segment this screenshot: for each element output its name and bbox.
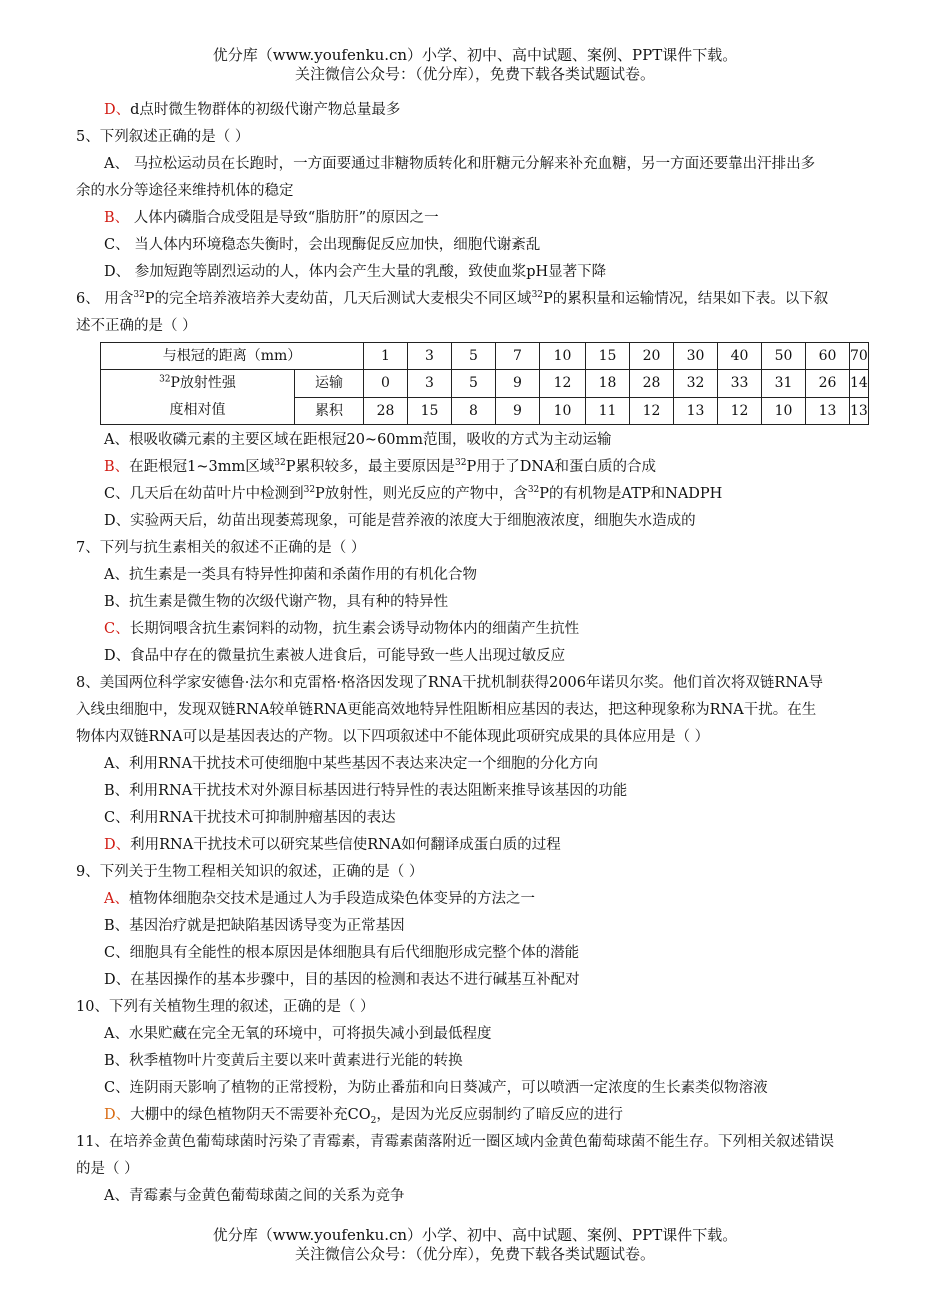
q5-option-a-line1: A、 马拉松运动员在长跑时，一方面要通过非糖物质转化和肝糖元分解来补充血糖，另一方面还要靠出汗排出多: [104, 156, 816, 172]
table-cell: 40: [718, 343, 762, 370]
transport-label: 运输: [295, 370, 364, 398]
table-cell: 13: [850, 397, 869, 425]
table-row-distance: [101, 343, 869, 370]
page-footer: [0, 1226, 950, 1264]
q8-option-a: A、利用RNA干扰技术可使细胞中某些基因不表达来决定一个细胞的分化方向: [104, 756, 599, 772]
question-9-stem: 9、下列关于生物工程相关知识的叙述，正确的是（ ）: [76, 864, 424, 880]
table-cell: 12: [540, 370, 586, 398]
table-row-transport: [101, 370, 869, 398]
q10-option-b: B、秋季植物叶片变黄后主要以来叶黄素进行光能的转换: [104, 1053, 463, 1069]
q8-option-c: C、利用RNA干扰技术可抑制肿瘤基因的表达: [104, 810, 396, 826]
q6-option-b: B、在距根冠1~3mm区域$^{32}$P累积较多，最主要原因是$^{32}$P用于了DNA和蛋白质的合成: [104, 458, 656, 475]
q10-option-c: C、连阴雨天影响了植物的正常授粉，为防止番茄和向日葵减产，可以喷洒一定浓度的生长素类似物溶液: [104, 1080, 768, 1096]
table-cell: 60: [806, 343, 850, 370]
table-cell: 3: [408, 370, 452, 398]
q8-option-b: B、利用RNA干扰技术对外源目标基因进行特异性的表达阻断来推导该基因的功能: [104, 783, 628, 799]
table-cell: 0: [364, 370, 408, 398]
page-header: [0, 46, 950, 84]
prev-question-option-d: D、d点时微生物群体的初级代谢产物总量最多: [104, 102, 401, 118]
table-cell: 3: [408, 343, 452, 370]
question-11-stem-line2: 的是（ ）: [76, 1161, 139, 1177]
table-cell: 10: [762, 397, 806, 425]
table-cell: 10: [540, 397, 586, 425]
question-6-stem-line1: 6、 用含$^{32}$P的完全培养液培养大麦幼苗，几天后测试大麦根尖不同区域$^{32}$P的累积量和运输情况，结果如下表。以下叙: [76, 290, 829, 307]
q7-option-c: C、长期饲喂含抗生素饲料的动物，抗生素会诱导动物体内的细菌产生抗性: [104, 621, 580, 637]
table-cell: 20: [630, 343, 674, 370]
table-cell: 32: [674, 370, 718, 398]
question-8-stem-line1: 8、美国两位科学家安德鲁·法尔和克雷格·格洛因发现了RNA干扰机制获得2006年诺贝尔奖。他们首次将双链RNA导: [76, 675, 823, 691]
table-cell: 28: [364, 397, 408, 425]
table-cell: 7: [496, 343, 540, 370]
table-cell: 31: [762, 370, 806, 398]
q9-option-a: A、植物体细胞杂交技术是通过人为手段造成染色体变异的方法之一: [104, 891, 535, 907]
question-7-stem: 7、下列与抗生素相关的叙述不正确的是（ ）: [76, 540, 366, 556]
table-cell: 13: [674, 397, 718, 425]
table-cell: 15: [586, 343, 630, 370]
question-10-stem: 10、下列有关植物生理的叙述，正确的是（ ）: [76, 999, 375, 1015]
table-cell: 10: [540, 343, 586, 370]
answer-letter: D、: [104, 102, 131, 118]
table-cell: 33: [718, 370, 762, 398]
radioactivity-group-label: $^{32}$P放射性强 度相对值: [101, 370, 295, 425]
table-cell: 70: [850, 343, 869, 370]
q5-option-c: C、 当人体内环境稳态失衡时，会出现酶促反应加快，细胞代谢紊乱: [104, 237, 541, 253]
answer-letter: A、: [104, 891, 129, 907]
answer-letter: C、: [104, 621, 130, 637]
table-cell: 50: [762, 343, 806, 370]
answer-letter: D、: [104, 1107, 131, 1123]
q5-option-a-line2: 余的水分等途径来维持机体的稳定: [76, 183, 294, 199]
q7-option-a: A、抗生素是一类具有特异性抑菌和杀菌作用的有机化合物: [104, 567, 477, 583]
table-cell: 8: [452, 397, 496, 425]
q6-option-a: A、根吸收磷元素的主要区域在距根冠20~60mm范围，吸收的方式为主动运输: [104, 432, 612, 448]
q7-option-d: D、食品中存在的微量抗生素被人进食后，可能导致一些人出现过敏反应: [104, 648, 566, 664]
table-cell: 5: [452, 343, 496, 370]
answer-letter: B、: [104, 210, 130, 226]
distance-label: 与根冠的距离（mm）: [101, 343, 364, 370]
table-cell: 9: [496, 370, 540, 398]
q9-option-d: D、在基因操作的基本步骤中，目的基因的检测和表达不进行碱基互补配对: [104, 972, 580, 988]
question-6-stem-line2: 述不正确的是（ ）: [76, 318, 197, 334]
exam-content: [76, 97, 876, 1210]
question-8-stem-line2: 入线虫细胞中，发现双链RNA较单链RNA更能高效地特异性阻断相应基因的表达，把这种现象称为RNA干扰。在生: [76, 702, 817, 718]
q9-option-b: B、基因治疗就是把缺陷基因诱导变为正常基因: [104, 918, 405, 934]
table-cell: 5: [452, 370, 496, 398]
q8-option-d: D、利用RNA干扰技术可以研究某些信使RNA如何翻译成蛋白质的过程: [104, 837, 561, 853]
table-cell: 18: [586, 370, 630, 398]
table-cell: 28: [630, 370, 674, 398]
table-cell: 15: [408, 397, 452, 425]
footer-line-2: 关注微信公众号：（优分库），免费下载各类试题试卷。: [294, 1245, 655, 1263]
question-5-stem: 5、下列叙述正确的是（ ）: [76, 129, 250, 145]
q7-option-b: B、抗生素是微生物的次级代谢产物，具有种的特异性: [104, 594, 449, 610]
q11-option-a: A、青霉素与金黄色葡萄球菌之间的关系为竞争: [104, 1188, 405, 1204]
header-line-2: 关注微信公众号：（优分库），免费下载各类试题试卷。: [294, 65, 655, 83]
q10-option-a: A、水果贮藏在完全无氧的环境中，可将损失减小到最低程度: [104, 1026, 492, 1042]
table-cell: 9: [496, 397, 540, 425]
table-cell: 11: [586, 397, 630, 425]
table-cell: 12: [718, 397, 762, 425]
table-cell: 12: [630, 397, 674, 425]
q5-option-d: D、 参加短跑等剧烈运动的人，体内会产生大量的乳酸，致使血浆pH显著下降: [104, 264, 607, 280]
footer-line-1: 优分库（www.youfenku.cn）小学、初中、高中试题、案例、PPT课件下载。: [212, 1226, 738, 1244]
q5-option-b: B、 人体内磷脂合成受阻是导致“脂肪肝”的原因之一: [104, 210, 439, 226]
p32-data-table: [100, 342, 869, 425]
q9-option-c: C、细胞具有全能性的根本原因是体细胞具有后代细胞形成完整个体的潜能: [104, 945, 580, 961]
table-cell: 1: [364, 343, 408, 370]
accumulate-label: 累积: [295, 397, 364, 425]
table-cell: 30: [674, 343, 718, 370]
question-8-stem-line3: 物体内双链RNA可以是基因表达的产物。以下四项叙述中不能体现此项研究成果的具体应用是（ ）: [76, 729, 710, 745]
header-line-1: 优分库（www.youfenku.cn）小学、初中、高中试题、案例、PPT课件下载。: [212, 46, 738, 64]
table-cell: 13: [806, 397, 850, 425]
question-11-stem-line1: 11、在培养金黄色葡萄球菌时污染了青霉素，青霉素菌落附近一圈区域内金黄色葡萄球菌不能生存。下列相关叙述错误: [76, 1134, 834, 1150]
q6-option-c: C、几天后在幼苗叶片中检测到$^{32}$P放射性，则光反应的产物中，含$^{32}$P的有机物是ATP和NADPH: [104, 485, 723, 502]
q10-option-d: D、大棚中的绿色植物阴天不需要补充$CO_2$，是因为光反应弱制约了暗反应的进行: [104, 1107, 623, 1126]
q6-option-d: D、实验两天后，幼苗出现萎蔫现象，可能是营养液的浓度大于细胞液浓度，细胞失水造成的: [104, 513, 696, 529]
answer-letter: D、: [104, 837, 131, 853]
table-cell: 26: [806, 370, 850, 398]
table-cell: 14: [850, 370, 869, 398]
answer-letter: B、: [104, 459, 130, 475]
